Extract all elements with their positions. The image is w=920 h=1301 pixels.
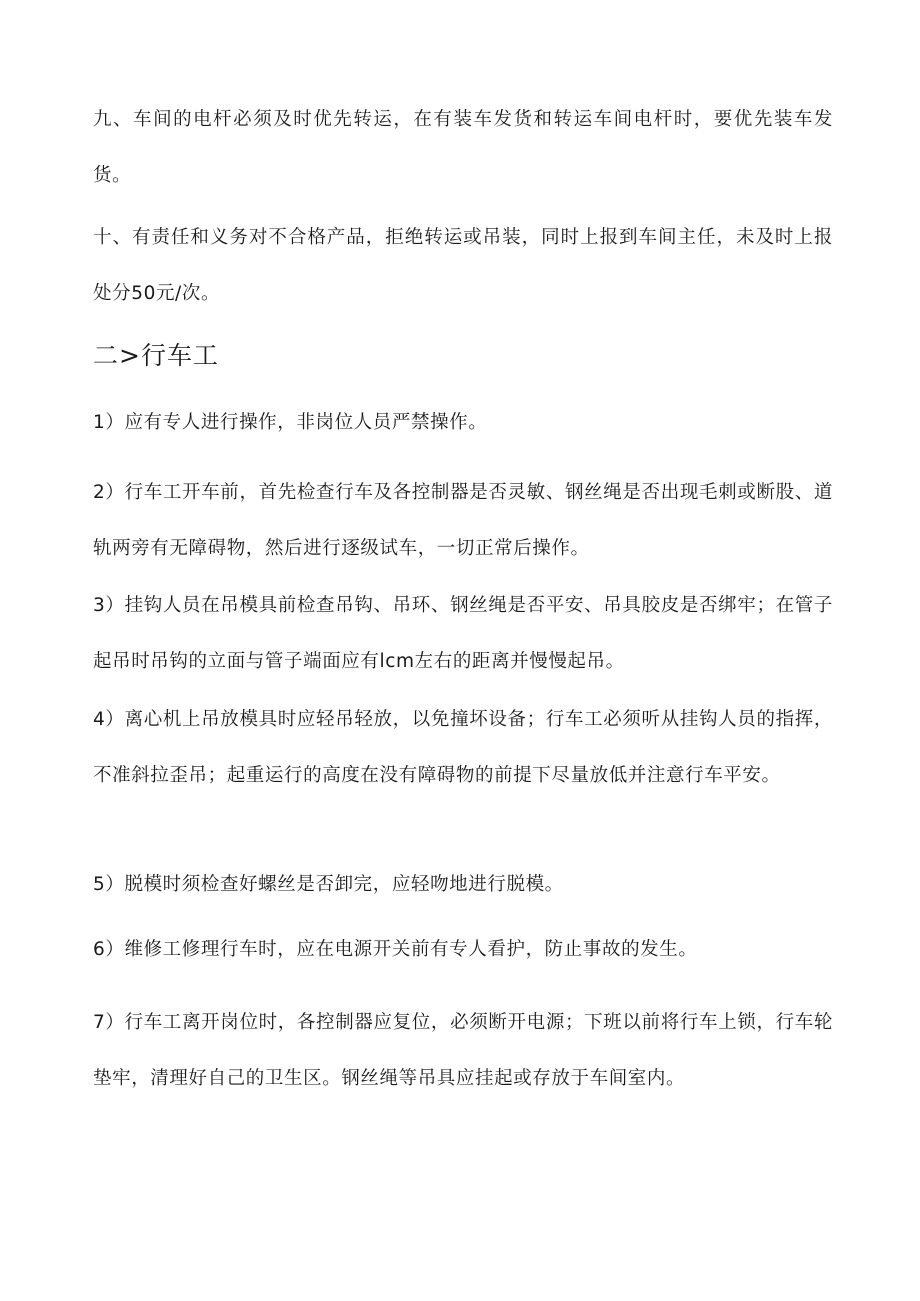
paragraph-nine: 九、车间的电杆必须及时优先转运，在有装车发货和转运车间电杆时，要优先装车发货。 <box>93 109 833 186</box>
list-item-2: 2）行车工开车前，首先检查行车及各控制器是否灵敏、钢丝绳是否出现毛刺或断股、道轨两旁有无障碍物，然后进行逐级试车，一切正常后操作。 <box>93 482 833 559</box>
paragraph-ten: 十、有责任和义务对不合格产品，拒绝转运或吊装，同时上报到车间主任，未及时上报处分50元/次。 <box>93 227 833 304</box>
list-item-7: 7）行车工离开岗位时，各控制器应复位，必须断开电源；下班以前将行车上锁，行车轮垫牢，清理好自己的卫生区。钢丝绳等吊具应挂起或存放于车间室内。 <box>93 1012 833 1089</box>
list-item-3: 3）挂钩人员在吊模具前检查吊钩、吊环、钢丝绳是否平安、吊具胶皮是否绑牢；在管子起吊时吊钩的立面与管子端面应有lcm左右的距离并慢慢起吊。 <box>93 595 833 672</box>
list-item-5: 5）脱模时须检查好螺丝是否卸完，应轻吻地进行脱模。 <box>93 874 564 895</box>
list-item-1: 1）应有专人进行操作，非岗位人员严禁操作。 <box>93 412 488 433</box>
list-item-6: 6）维修工修理行车时，应在电源开关前有专人看护，防止事故的发生。 <box>93 939 698 960</box>
list-item-4: 4）离心机上吊放模具时应轻吊轻放，以免撞坏设备；行车工必须听从挂钩人员的指挥，不准斜拉歪吊；起重运行的高度在没有障碍物的前提下尽量放低并注意行车平安。 <box>93 709 833 786</box>
section-heading: 二>行车工 <box>93 341 219 370</box>
